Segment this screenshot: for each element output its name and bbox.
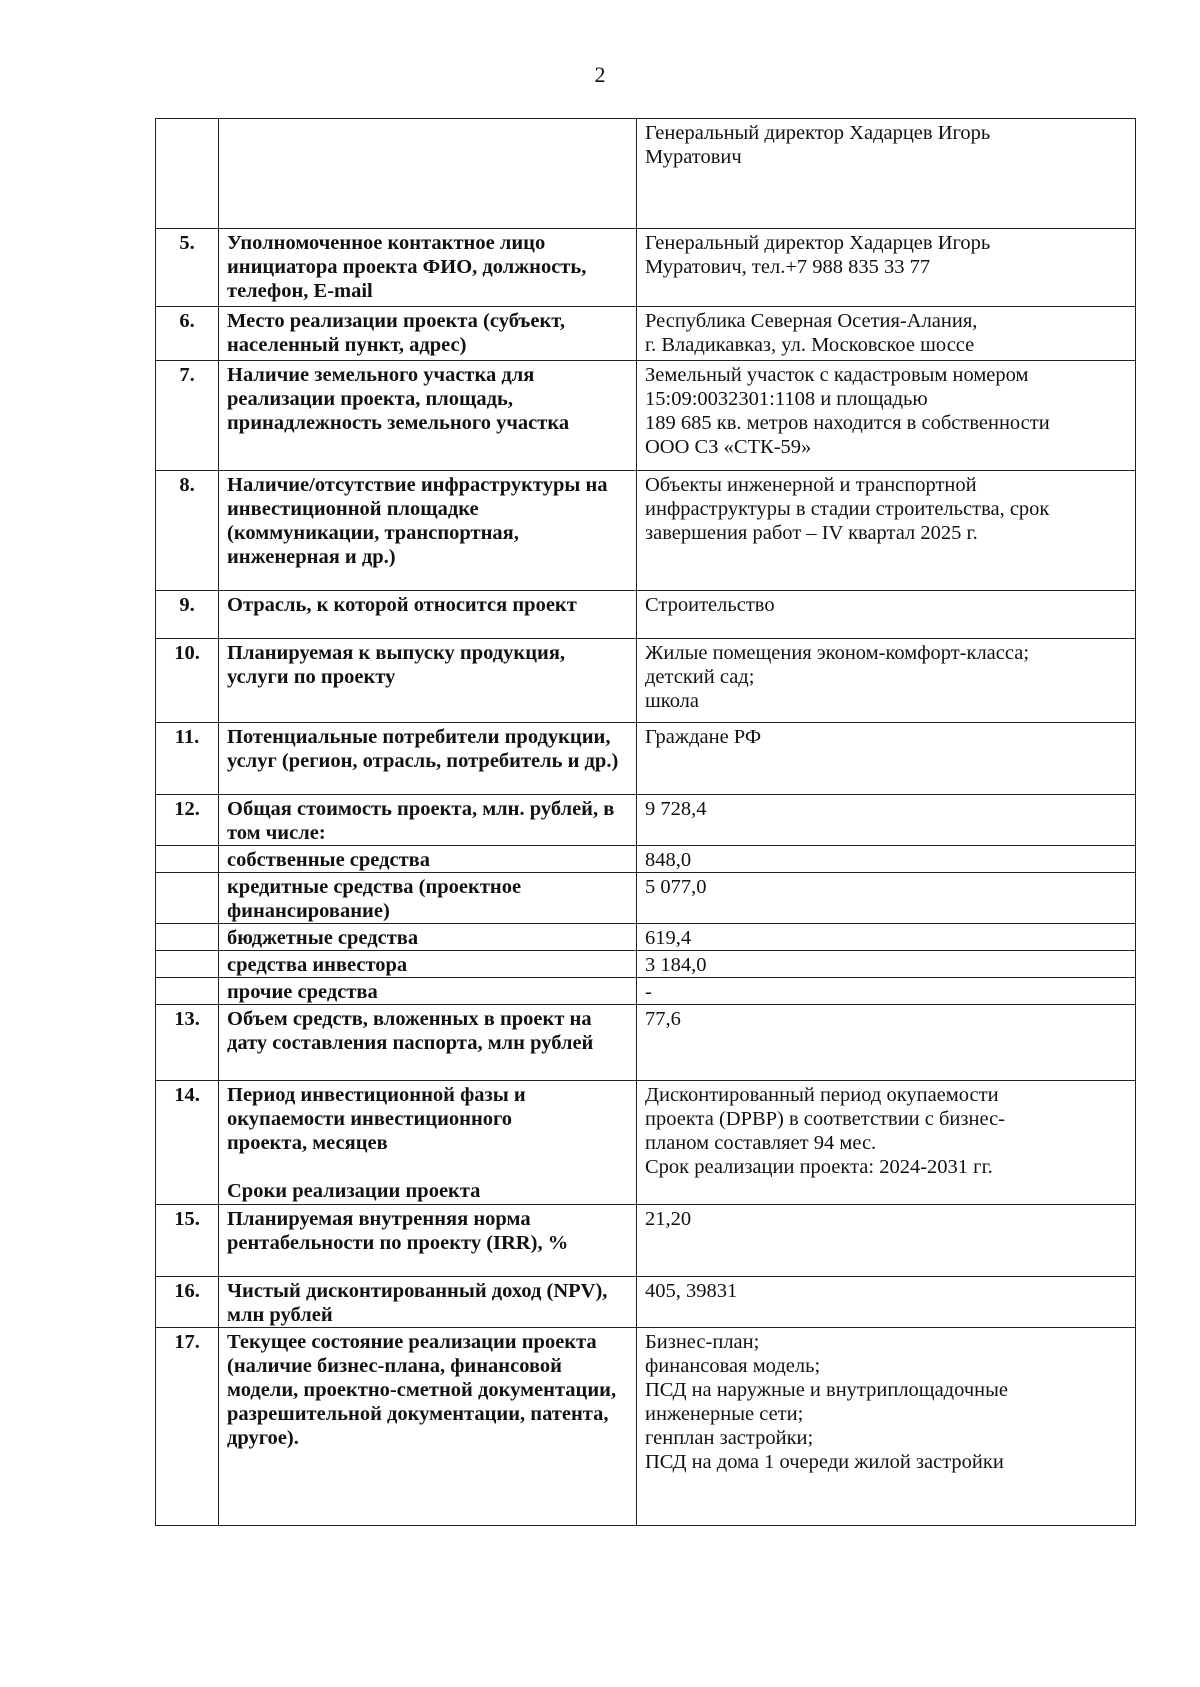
row-number: [156, 924, 219, 951]
row-label: Наличие/отсутствие инфраструктуры на инвестиционной площадке (коммуникации, транспортная, инженерная и др.): [219, 471, 637, 591]
row-value: Республика Северная Осетия-Алания, г. Владикавказ, ул. Московское шоссе: [637, 307, 1136, 361]
table-row: [156, 471, 1136, 591]
table-row: [156, 1005, 1136, 1081]
row-label: Общая стоимость проекта, млн. рублей, в том числе:: [219, 795, 637, 846]
row-number: 12.: [156, 795, 219, 846]
row-number: 5.: [156, 229, 219, 307]
row-label: кредитные средства (проектное финансирование): [219, 873, 637, 924]
table-row: [156, 229, 1136, 307]
row-value: 848,0: [637, 846, 1136, 873]
row-number: 11.: [156, 723, 219, 795]
table-row: [156, 119, 1136, 229]
row-label: Планируемая к выпуску продукция, услуги по проекту: [219, 639, 637, 723]
row-number: 10.: [156, 639, 219, 723]
row-number: 8.: [156, 471, 219, 591]
row-value: Граждане РФ: [637, 723, 1136, 795]
row-number: [156, 978, 219, 1005]
table-row: [156, 795, 1136, 846]
row-label: Отрасль, к которой относится проект: [219, 591, 637, 639]
row-number: 6.: [156, 307, 219, 361]
row-number: 14.: [156, 1081, 219, 1205]
row-value: Жилые помещения эконом-комфорт-класса; детский сад; школа: [637, 639, 1136, 723]
page-number: 2: [594, 62, 606, 87]
row-value: Генеральный директор Хадарцев Игорь Муратович, тел.+7 988 835 33 77: [637, 229, 1136, 307]
row-number: 16.: [156, 1277, 219, 1328]
row-value: 5 077,0: [637, 873, 1136, 924]
table-row: [156, 591, 1136, 639]
row-label: Период инвестиционной фазы и окупаемости инвестиционного проекта, месяцев Сроки реализации проекта: [219, 1081, 637, 1205]
row-number: [156, 846, 219, 873]
row-label: Чистый дисконтированный доход (NPV), млн рублей: [219, 1277, 637, 1328]
row-label: Объем средств, вложенных в проект на дату составления паспорта, млн рублей: [219, 1005, 637, 1081]
row-value: -: [637, 978, 1136, 1005]
row-number: [156, 119, 219, 229]
row-value: Объекты инженерной и транспортной инфраструктуры в стадии строительства, срок завершения работ – IV квартал 2025 г.: [637, 471, 1136, 591]
project-passport-table: [155, 118, 1136, 1526]
row-value: 9 728,4: [637, 795, 1136, 846]
row-value: Дисконтированный период окупаемости проекта (DPBP) в соответствии с бизнес- планом составляет 94 мес. Срок реализации проекта: 2024-2031 гг.: [637, 1081, 1136, 1205]
table-row: [156, 1205, 1136, 1277]
row-value: 3 184,0: [637, 951, 1136, 978]
row-value: Земельный участок с кадастровым номером 15:09:0032301:1108 и площадью 189 685 кв. метров находится в собственности ООО СЗ «СТК-59»: [637, 361, 1136, 471]
row-label: Уполномоченное контактное лицо инициатора проекта ФИО, должность, телефон, E-mail: [219, 229, 637, 307]
row-label: прочие средства: [219, 978, 637, 1005]
row-value: Генеральный директор Хадарцев Игорь Муратович: [637, 119, 1136, 229]
row-label: Место реализации проекта (субъект, населенный пункт, адрес): [219, 307, 637, 361]
row-number: [156, 951, 219, 978]
table-row: [156, 1328, 1136, 1526]
row-label: Потенциальные потребители продукции, услуг (регион, отрасль, потребитель и др.): [219, 723, 637, 795]
row-label: [219, 119, 637, 229]
row-label: бюджетные средства: [219, 924, 637, 951]
row-value: 21,20: [637, 1205, 1136, 1277]
table-row: [156, 307, 1136, 361]
table-row: [156, 951, 1136, 978]
table-row: [156, 846, 1136, 873]
row-number: 17.: [156, 1328, 219, 1526]
table-row: [156, 924, 1136, 951]
row-label: средства инвестора: [219, 951, 637, 978]
row-number: 13.: [156, 1005, 219, 1081]
row-value: Бизнес-план; финансовая модель; ПСД на наружные и внутриплощадочные инженерные сети; генплан застройки; ПСД на дома 1 очереди жилой застройки: [637, 1328, 1136, 1526]
table-row: [156, 361, 1136, 471]
row-value: 405, 39831: [637, 1277, 1136, 1328]
row-number: [156, 873, 219, 924]
row-label: Планируемая внутренняя норма рентабельности по проекту (IRR), %: [219, 1205, 637, 1277]
row-label: Наличие земельного участка для реализации проекта, площадь, принадлежность земельного участка: [219, 361, 637, 471]
row-value: 619,4: [637, 924, 1136, 951]
table-row: [156, 978, 1136, 1005]
table-row: [156, 639, 1136, 723]
row-value: Строительство: [637, 591, 1136, 639]
row-label: Текущее состояние реализации проекта (наличие бизнес-плана, финансовой модели, проектно-сметной документации, разрешительной документации, патента, другое).: [219, 1328, 637, 1526]
row-label: собственные средства: [219, 846, 637, 873]
table-row: [156, 1081, 1136, 1205]
table-row: [156, 723, 1136, 795]
table-row: [156, 873, 1136, 924]
row-number: 7.: [156, 361, 219, 471]
row-value: 77,6: [637, 1005, 1136, 1081]
table-row: [156, 1277, 1136, 1328]
row-number: 15.: [156, 1205, 219, 1277]
row-number: 9.: [156, 591, 219, 639]
